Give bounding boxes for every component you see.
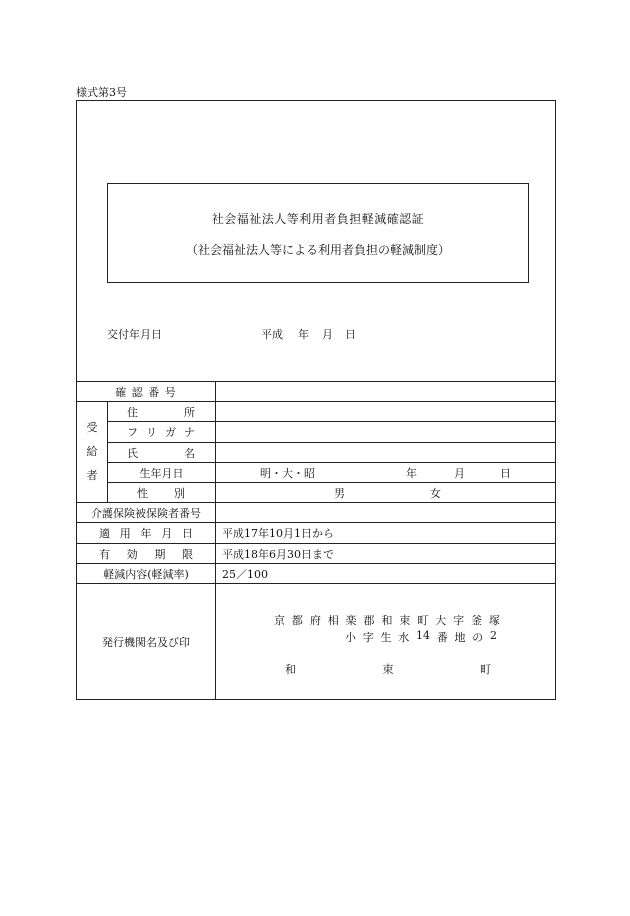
name-label: 氏 名 — [127, 446, 195, 460]
sex-label: 性 別 — [137, 486, 185, 500]
effective-date-value: 平成17年10月1日から — [222, 527, 334, 540]
birthdate-day-unit: 日 — [500, 466, 511, 480]
insured-number-field[interactable] — [216, 503, 555, 522]
certificate-subtitle: （社会福祉法人等による利用者負担の軽減制度） — [185, 243, 450, 257]
issue-date-year-unit: 年 — [298, 328, 309, 341]
effective-date-label: 適 用 年 月 日 — [99, 527, 193, 540]
recipient-label: 受 給 者 — [86, 421, 98, 482]
birthdate-month-unit: 月 — [454, 466, 465, 480]
reduction-value: 25／100 — [222, 567, 268, 581]
issuer-address-line-1: 京 都 府 相 楽 郡 和 束 町 大 字 釜 塚 — [274, 614, 500, 627]
furigana-field[interactable] — [216, 422, 555, 442]
birthdate-eras: 明・大・昭 — [260, 466, 315, 480]
issue-date-label: 交付年月日 — [107, 328, 162, 341]
issue-date-day-unit: 日 — [345, 328, 356, 341]
title-box — [107, 183, 529, 283]
sex-field[interactable] — [216, 483, 555, 502]
birthdate-label: 生年月日 — [139, 466, 184, 480]
birthdate-field[interactable] — [216, 463, 555, 482]
insured-number-label: 介護保険被保険者番号 — [91, 506, 201, 520]
furigana-label: フ リ ガ ナ — [127, 426, 195, 439]
certificate-frame — [76, 100, 556, 700]
validity-label: 有 効 期 限 — [99, 547, 193, 561]
issuer-name: 和 束 町 — [285, 663, 491, 676]
issue-date-era: 平成 — [261, 328, 283, 341]
address-label: 住 所 — [127, 405, 195, 419]
confirmation-number-label: 確 認 番 号 — [115, 385, 177, 399]
form-number: 様式第3号 — [76, 86, 127, 99]
certificate-title: 社会福祉法人等利用者負担軽減確認証 — [211, 212, 425, 226]
birthdate-year-unit: 年 — [406, 466, 417, 480]
address-field[interactable] — [216, 402, 555, 421]
table-rule — [107, 401, 108, 502]
issuer-label: 発行機関名及び印 — [102, 635, 190, 649]
reduction-label: 軽減内容(軽減率) — [103, 567, 189, 581]
sex-female-option[interactable]: 女 — [430, 486, 441, 500]
sex-male-option[interactable]: 男 — [334, 486, 345, 500]
issuer-address-line-2: 小 字 生 水 14 番 地 の 2 — [345, 629, 497, 644]
confirmation-number-field[interactable] — [216, 382, 555, 401]
validity-value: 平成18年6月30日まで — [222, 547, 334, 561]
name-field[interactable] — [216, 443, 555, 462]
issue-date-month-unit: 月 — [322, 328, 333, 341]
